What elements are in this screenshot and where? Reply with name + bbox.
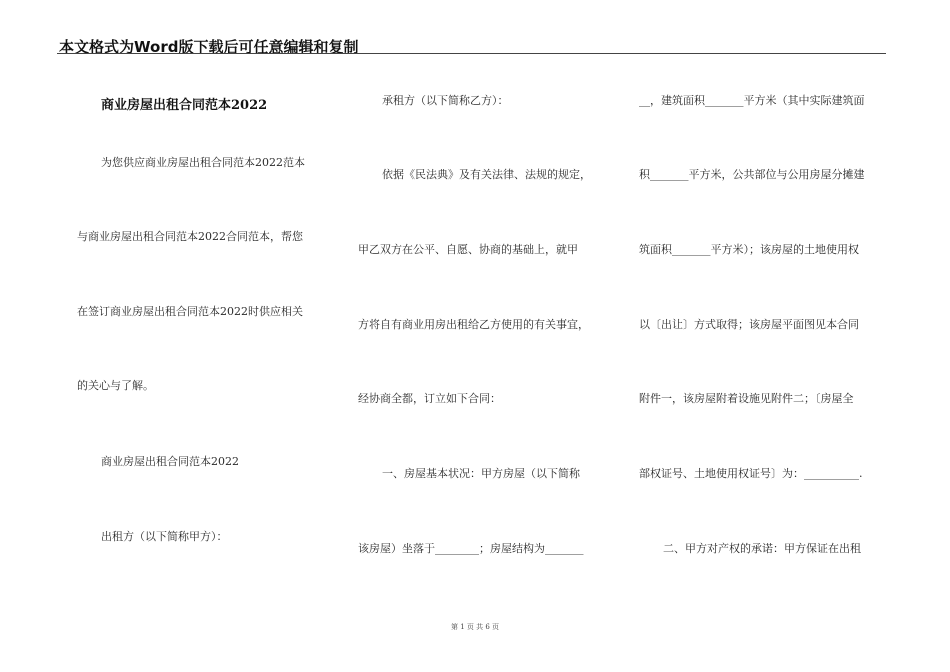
col2-line-1: 承租方（以下简称乙方）： [382,94,509,107]
page-number-footer: 第 1 页 共 6 页 [450,623,500,631]
col2-line-5: 经协商全都，订立如下合同： [358,392,501,405]
col2-line-6: 一、房屋基本状况：甲方房屋（以下简称 [382,467,580,480]
col2-line-7: 该房屋）坐落于________；房屋结构为_______ [358,542,584,555]
col3-line-5: 附件一，该房屋附着设施见附件二；〔房屋全 [639,392,854,405]
col3-line-1: __，建筑面积_______平方米（其中实际建筑面 [639,94,865,107]
col1-line-5: 商业房屋出租合同范本2022 [101,455,239,468]
col3-line-2: 积_______平方米，公共部位与公用房屋分摊建 [639,168,865,181]
col1-line-2: 与商业房屋出租合同范本2022合同范本，帮您 [77,230,303,243]
col1-line-3: 在签订商业房屋出租合同范本2022时供应相关 [77,305,303,318]
col1-line-4: 的关心与了解。 [77,379,154,392]
col3-line-7: 二、甲方对产权的承诺：甲方保证在出租 [663,542,861,555]
header-divider [57,53,886,54]
col2-line-3: 甲乙双方在公平、自愿、协商的基础上，就甲 [358,243,578,256]
col2-line-2: 依据《民法典》及有关法律、法规的规定， [382,168,591,181]
col2-line-4: 方将自有商业用房出租给乙方使用的有关事宜， [358,318,589,331]
col3-line-4: 以〔出让〕方式取得；该房屋平面图见本合同 [639,318,859,331]
document-header-notice: 本文格式为Word版下载后可任意编辑和复制 [59,38,359,56]
col1-line-6: 出租方（以下简称甲方）： [101,530,228,543]
col3-line-3: 筑面积_______平方米）；该房屋的土地使用权 [639,243,859,256]
document-title: 商业房屋出租合同范本2022 [101,98,268,113]
col1-line-1: 为您供应商业房屋出租合同范本2022范本 [101,156,305,169]
col3-line-6: 部权证号、土地使用权证号〕为：__________. [639,467,863,480]
